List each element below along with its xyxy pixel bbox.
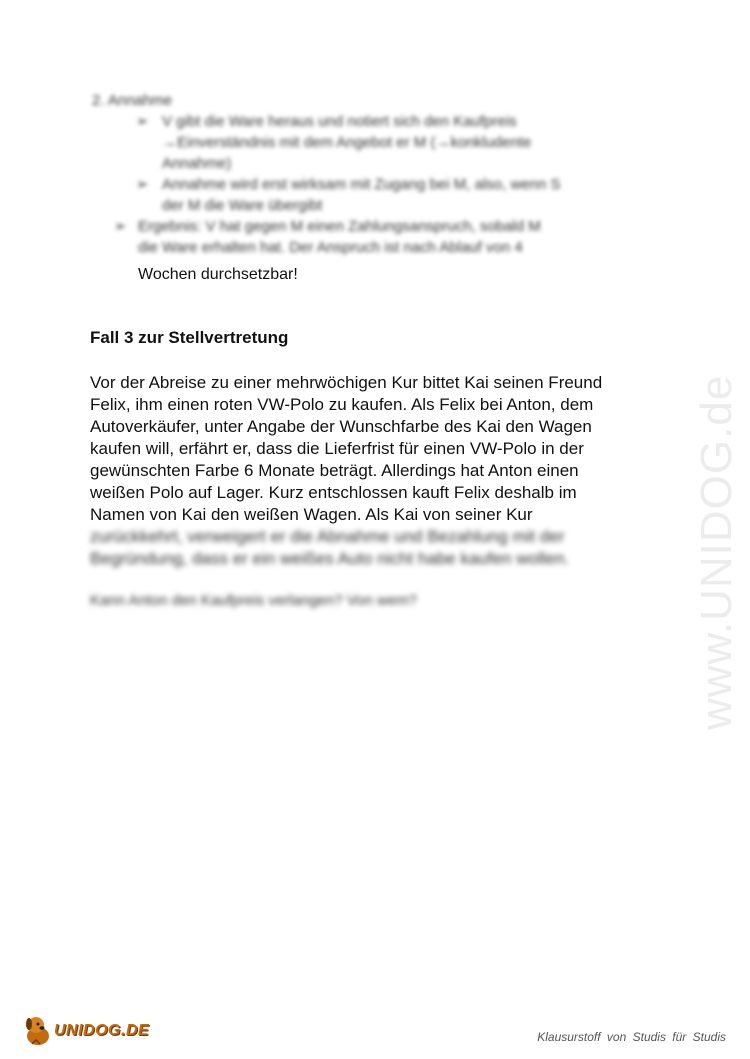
ergebnis-item [92,216,672,258]
case-title: Fall 3 zur Stellvertretung [90,328,289,347]
case-line-blurred: Begründung, dass er ein weißes Auto nicht habe kaufen wollen. [90,549,570,568]
case-line: gewünschten Farbe 6 Monate beträgt. Allerdings hat Anton einen [90,461,579,480]
bullet-item [92,174,672,216]
case-line: weißen Polo auf Lager. Kurz entschlossen kauft Felix deshalb im [90,483,577,502]
arrow-bullet-icon: ➢ [114,218,127,235]
dog-logo-icon [22,1014,52,1048]
footer-tagline: Klausurstoff von Studis für Studis [537,1030,726,1044]
case-text [90,372,680,570]
bullet-line: Annahme wird erst wirksam mit Zugang bei M, also, wenn S [162,176,561,193]
ergebnis-line: Ergebnis: V hat gegen M einen Zahlungsanspruch, sobald M [138,218,541,235]
brand-logo-text: UNIDOG.DE [54,1022,150,1039]
case-question: Kann Anton den Kaufpreis verlangen? Von wem? [90,592,417,609]
ergebnis-clear [92,264,672,286]
case-line: Vor der Abreise zu einer mehrwöchigen Kur bittet Kai seinen Freund [90,373,603,392]
case-line: Namen von Kai den weißen Wagen. Als Kai von seiner Kur [90,505,533,524]
section-heading: 2. Annahme [92,92,173,109]
section-annahme [92,90,672,258]
case-line: kaufen will, erfährt er, dass die Lieferfrist für einen VW-Polo in der [90,439,584,458]
bullet-line: Annahme) [162,155,232,172]
footer-logo [22,1012,149,1050]
bullet-line: V gibt die Ware heraus und notiert sich den Kaufpreis [162,113,517,130]
ergebnis-line: die Ware erhalten hat. Der Anspruch ist nach Ablauf von 4 [138,239,523,256]
bullet-line: →Einverständnis mit dem Angebot er M (→konkludente [162,134,532,151]
watermark-text: www.UNIDOG.de [692,374,741,730]
bullet-line: der M die Ware übergibt [162,197,323,214]
case-line: Felix, ihm einen roten VW-Polo zu kaufen. Als Felix bei Anton, dem [90,395,594,414]
bullet-item [92,111,672,174]
case-line: Autoverkäufer, unter Angabe der Wunschfarbe des Kai den Wagen [90,417,592,436]
arrow-bullet-icon: ➢ [136,113,149,130]
arrow-bullet-icon: ➢ [136,176,149,193]
ergebnis-clear-line: Wochen durchsetzbar! [138,266,298,283]
case-line-blurred: zurückkehrt, verweigert er die Abnahme und Bezahlung mit der [90,527,565,546]
